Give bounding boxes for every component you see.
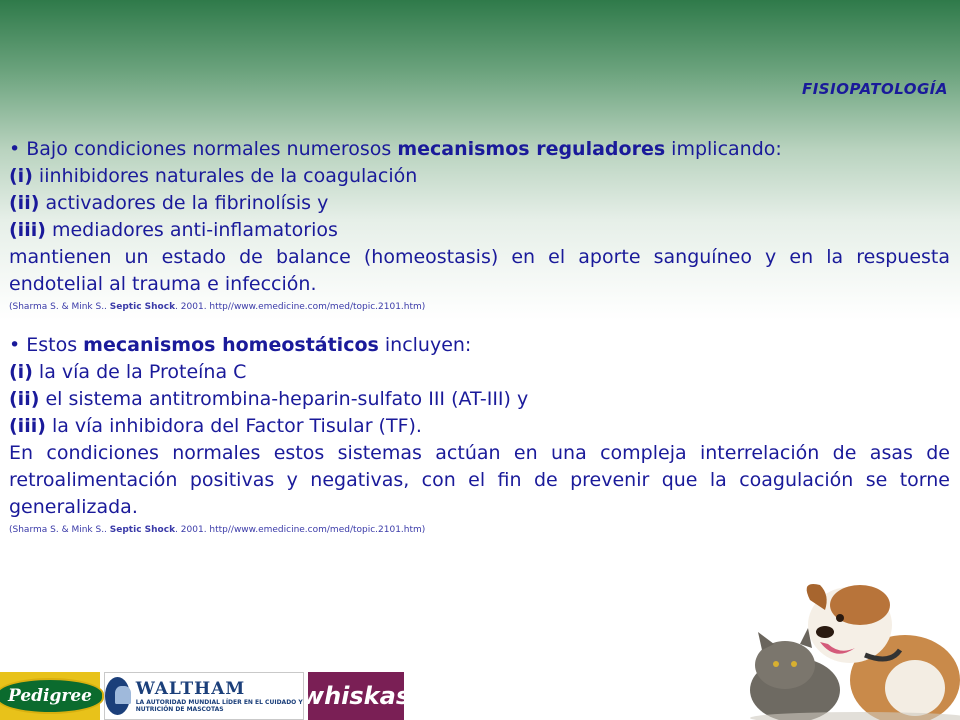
- citation-bold: Septic Shock: [109, 302, 176, 312]
- waltham-logo: [104, 672, 304, 720]
- slide-heading: FISIOPATOLOGÍA: [801, 80, 948, 98]
- item-number: (ii): [9, 192, 40, 214]
- item-number: (ii): [9, 388, 40, 410]
- citation-bold: Septic Shock: [109, 525, 176, 535]
- paragraph-1: mantienen un estado de balance (homeostasis) en el aporte sanguíneo y en la respuesta endotelial al trauma e infección.: [9, 246, 950, 295]
- bullet-2-bold: mecanismos homeostáticos: [83, 334, 379, 356]
- waltham-seal-icon: [105, 677, 130, 715]
- dog-nose: [816, 626, 834, 638]
- citation-1: [9, 301, 950, 314]
- item-text: la vía inhibidora del Factor Tisular (TF).: [45, 415, 422, 437]
- list-item: [9, 359, 950, 386]
- list-item: [9, 163, 950, 190]
- list-item: [9, 217, 950, 244]
- bullet-1-bold: mecanismos reguladores: [397, 138, 666, 160]
- bullet-1-pre: • Bajo condiciones normales numerosos: [9, 138, 398, 160]
- bullet-2-pre: • Estos: [9, 334, 84, 356]
- bullet-2: [9, 332, 950, 359]
- paragraph-2: En condiciones normales estos sistemas actúan en una compleja interrelación de asas de retroalimentación positivas y negativas, con el fin de prevenir que la coagulación se torne generalizada.: [9, 442, 950, 518]
- item-text: iinhibidores naturales de la coagulación: [32, 165, 418, 187]
- citation-pre: (Sharma S. & Mink S..: [9, 302, 110, 312]
- dog-chest: [885, 660, 945, 716]
- item-text: el sistema antitrombina-heparin-sulfato III (AT-III) y: [39, 388, 529, 410]
- item-text: la vía de la Proteína C: [32, 361, 247, 383]
- item-number: (iii): [9, 415, 46, 437]
- citation-post: . 2001. http//www.emedicine.com/med/topic.2101.htm): [175, 525, 426, 535]
- item-number: (iii): [9, 219, 46, 241]
- item-number: (i): [9, 165, 33, 187]
- slide-content: [9, 136, 950, 537]
- bullet-1: [9, 136, 950, 163]
- pedigree-logo: [0, 672, 100, 720]
- cat-eye: [791, 661, 797, 667]
- pedigree-wordmark: Pedigree: [0, 678, 104, 714]
- waltham-wordmark: WALTHAM: [135, 679, 246, 699]
- cat-eye: [773, 661, 779, 667]
- bullet-2-post: incluyen:: [378, 334, 472, 356]
- waltham-text: [136, 679, 303, 713]
- waltham-tagline: LA AUTORIDAD MUNDIAL LÍDER EN EL CUIDADO Y NUTRICIÓN DE MASCOTAS: [135, 699, 303, 713]
- item-text: mediadores anti-inflamatorios: [45, 219, 338, 241]
- list-item: [9, 413, 950, 440]
- whiskas-wordmark: whiskas: [301, 682, 411, 710]
- item-number: (i): [9, 361, 33, 383]
- citation-pre: (Sharma S. & Mink S..: [9, 525, 110, 535]
- whiskas-logo: [301, 672, 411, 720]
- citation-post: . 2001. http//www.emedicine.com/med/topic.2101.htm): [175, 302, 426, 312]
- dog-eye: [836, 614, 844, 622]
- list-item: [9, 190, 950, 217]
- list-item: [9, 386, 950, 413]
- brand-logos: [0, 672, 411, 720]
- bullet-1-post: implicando:: [665, 138, 782, 160]
- dog-and-cat-illustration: [700, 570, 960, 720]
- item-text: activadores de la fibrinolísis y: [39, 192, 329, 214]
- spacer: [9, 314, 950, 332]
- citation-2: [9, 524, 950, 537]
